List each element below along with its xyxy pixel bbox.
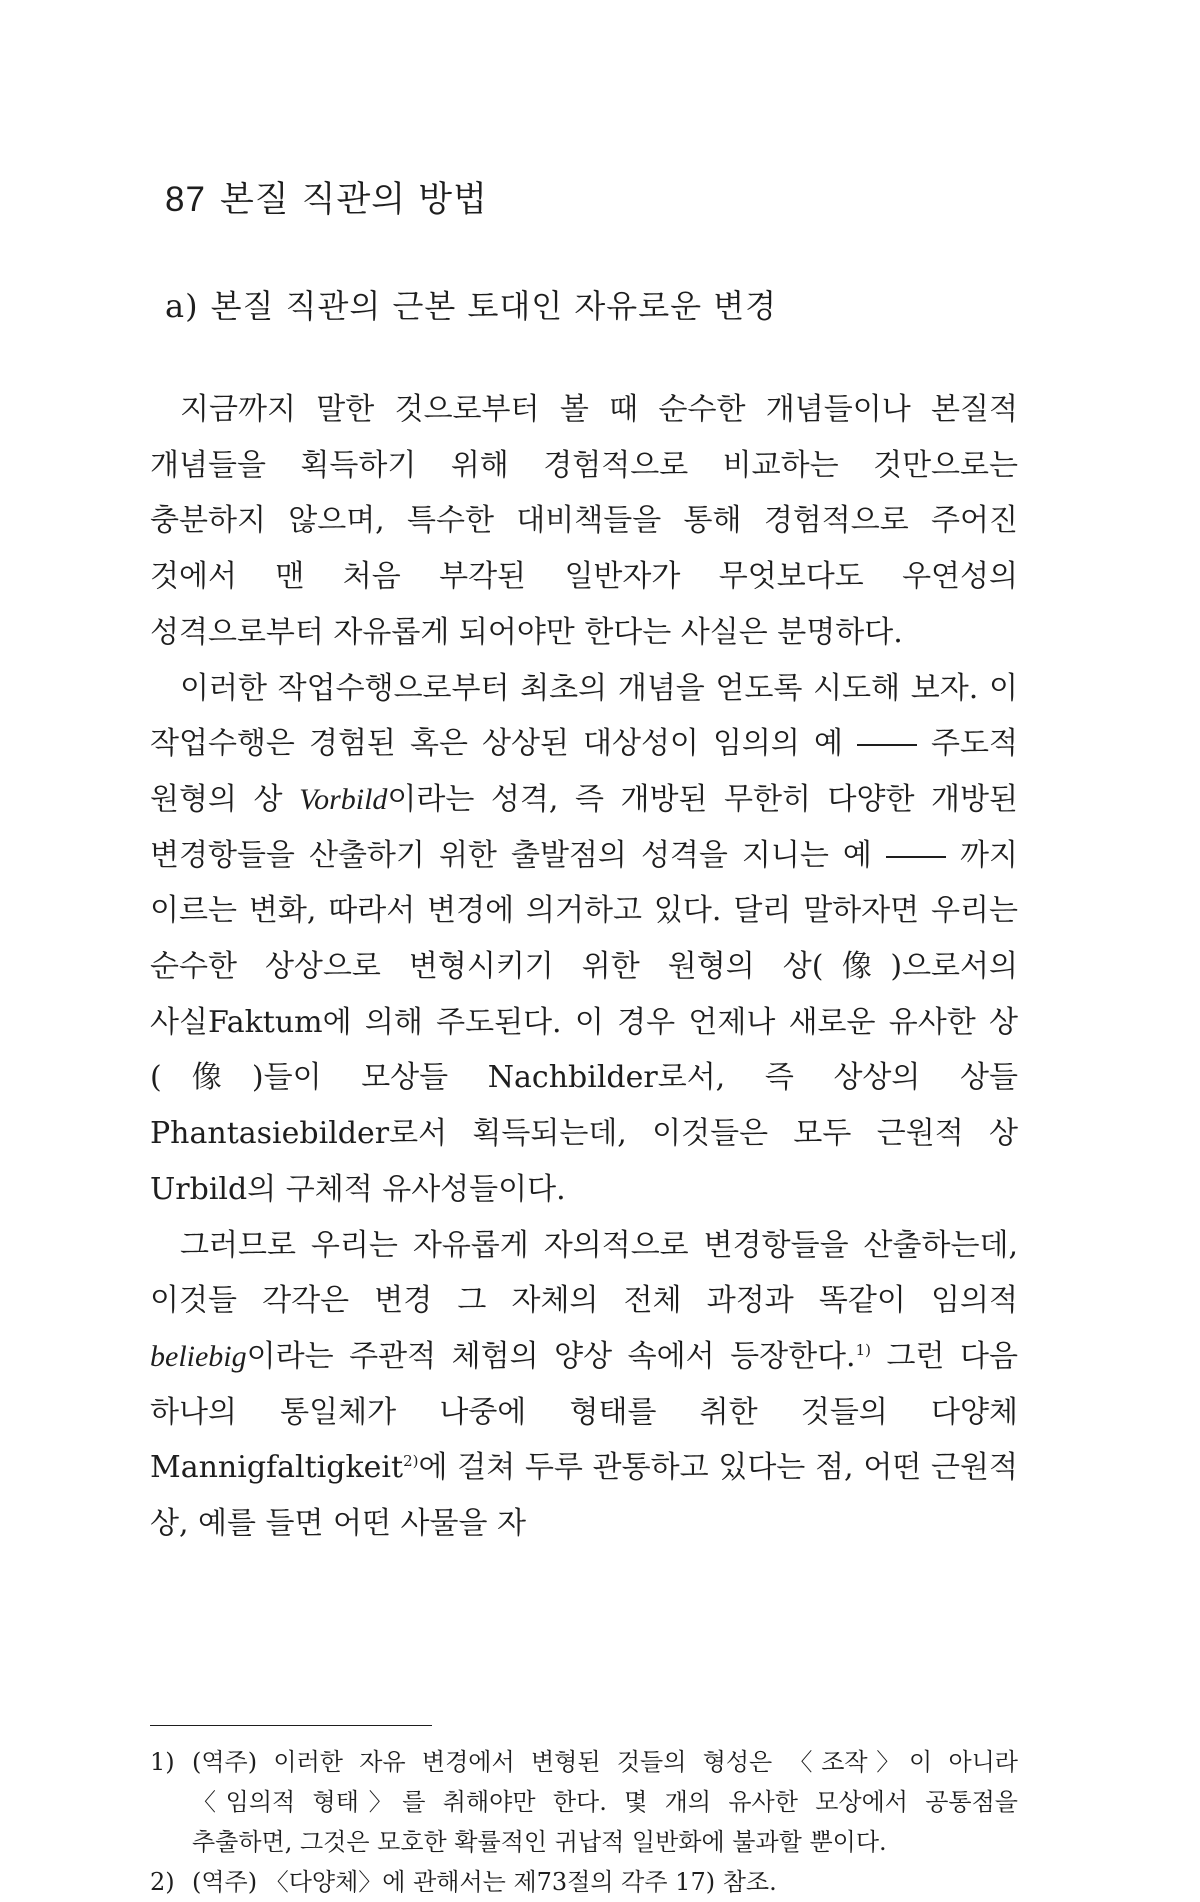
footnote-2-text: (역주) 〈다양체〉에 관해서는 제73절의 각주 17) 참조. [192, 1868, 777, 1896]
subsection-heading [165, 285, 777, 327]
paragraph-3-italic-term: beliebig [150, 1339, 247, 1373]
footnote-marker-1[interactable]: 1) [855, 1340, 871, 1359]
paragraph-3 [150, 1218, 1018, 1552]
paragraph-2-text-b: 이라는 성격, 즉 개방된 무한히 다양한 개방된 변경항들을 산출하기 위한 출발점의 성격을 지니는 예 ―― 까지 이르는 변화, 따라서 변경에 의거하고 있다. 달리 말하자면 우리는 순수한 상상으로 변형시키기 위한 원형의 상(像)으로서의 사실Faktum에 의해 주도된다. 이 경우 언제나 새로운 유사한 상(像)들이 모상들 Nachbilder로서, 즉 상상의 상들 Phantasiebilder로서 획득되는데, 이것들은 모두 근원적 상 Urbild의 구체적 유사성들이다. [150, 781, 1018, 1207]
paragraph-2-text-a: 이러한 작업수행으로부터 최초의 개념을 얻도록 시도해 보자. 이 작업수행은 경험된 혹은 상상된 대상성이 임의의 예 ―― 주도적 원형의 상 [150, 670, 1018, 817]
paragraph-3-text-c: 그런 다음 하나의 통일체가 나중에 형태를 취한 것들의 다양체 Mannigfaltigkeit [150, 1338, 1019, 1486]
footnote-2-number: 2) [150, 1868, 175, 1896]
paragraph-3-text-d: 에 걸쳐 두루 관통하고 있다는 점, 어떤 근원적 상, 예를 들면 어떤 사물을 자 [150, 1450, 1018, 1542]
section-title: 본질 직관의 방법 [219, 180, 488, 220]
paragraph-3-text-a: 그러므로 우리는 자유롭게 자의적으로 변경항들을 산출하는데, 이것들 각각은 변경 그 자체의 전체 과정과 똑같이 임의적 [150, 1227, 1018, 1319]
section-heading [165, 178, 488, 222]
body-text [150, 382, 1018, 1552]
paragraph-1: 지금까지 말한 것으로부터 볼 때 순수한 개념들이나 본질적 개념들을 획득하기 위해 경험적으로 비교하는 것만으로는 충분하지 않으며, 특수한 대비책들을 통해 경험적으로 주어진 것에서 맨 처음 부각된 일반자가 무엇보다도 우연성의 성격으로부터 자유롭게 되어야만 한다는 사실은 분명하다. [150, 392, 1018, 650]
paragraph-3-text-b: 이라는 주관적 체험의 양상 속에서 등장한다. [246, 1338, 856, 1374]
paragraph-2-italic-term: Vorbild [299, 782, 388, 816]
subsection-label: a) [165, 287, 199, 325]
footnote-1-number: 1) [150, 1748, 175, 1776]
footnote-1-text: (역주) 이러한 자유 변경에서 변형된 것들의 형성은 〈조작〉이 아니라 〈임의적 형태〉를 취해야만 한다. 몇 개의 유사한 모상에서 공통점을 추출하면, 그것은 모호한 확률적인 귀납적 일반화에 불과할 뿐이다. [192, 1748, 1018, 1856]
footnote-divider [150, 1725, 432, 1726]
footnotes [150, 1742, 1018, 1902]
footnote-2 [150, 1862, 1018, 1902]
section-number: 87 [165, 180, 206, 219]
paragraph-2 [150, 661, 1018, 1218]
footnote-1 [150, 1742, 1018, 1862]
footnote-marker-2[interactable]: 2) [403, 1452, 419, 1471]
subsection-title: 본질 직관의 근본 토대인 자유로운 변경 [210, 287, 778, 325]
